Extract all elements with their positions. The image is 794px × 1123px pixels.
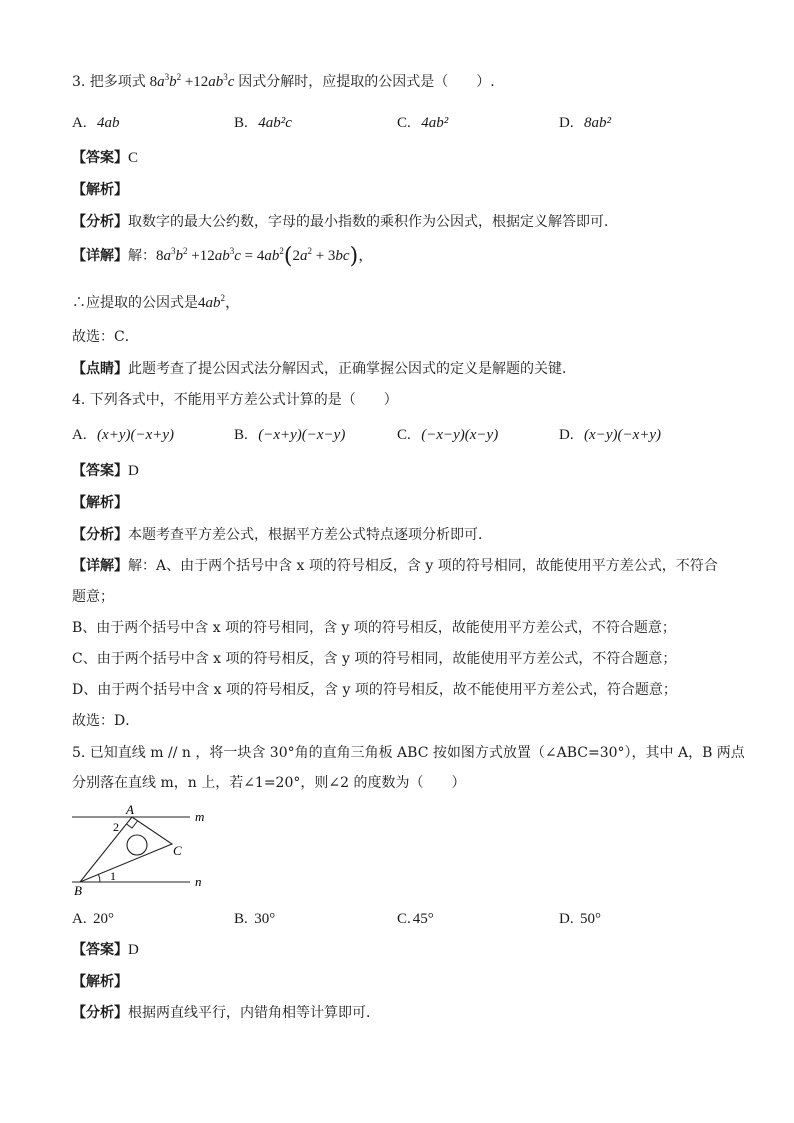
q4-fenxi: 【分析】本题考查平方差公式，根据平方差公式特点逐项分析即可． — [72, 527, 492, 543]
q3-detail: 【详解】解：$8a^3b^2 +12ab^3c = 4ab^2(2a^2 + 3bc)$， — [72, 244, 374, 269]
q4-option-a: A. (x+y)(−x+y) — [72, 427, 175, 443]
q4-answer: 【答案】D — [72, 463, 139, 479]
label-a: A — [126, 802, 134, 817]
q3-option-c: C. 4ab² — [397, 115, 449, 131]
q4-option-b: B. (−x+y)(−x−y) — [234, 427, 346, 443]
q3-stem-prefix: 3. 把多项式 — [72, 74, 146, 90]
q3-option-d: D. 8ab² — [559, 115, 612, 131]
q3-polynomial: $8a^3b^2 +12ab^3c$ — [145, 72, 235, 90]
q4-select: 故选：D． — [72, 713, 140, 729]
q3-answer: 【答案】C — [72, 150, 139, 166]
q4-option-c: C. (−x−y)(x−y) — [397, 427, 499, 443]
q3-option-b: B. 4ab²c — [234, 115, 292, 131]
angle-1-arc — [99, 875, 101, 883]
q5-analysis-heading: 【解析】 — [72, 974, 128, 990]
q3-detail-equation: $8a^3b^2 +12ab^3c = 4ab^2(2a^2 + 3bc)$， — [156, 244, 374, 269]
q5-option-d: D. 50° — [559, 911, 602, 927]
q3-analysis-heading: 【解析】 — [72, 182, 128, 198]
triangle-abc — [80, 817, 172, 882]
q5-option-a: A. 20° — [72, 911, 115, 927]
q4-analysis-heading: 【解析】 — [72, 495, 128, 511]
q3-dianjing: 【点睛】此题考查了提公因式法分解因式，正确掌握公因式的定义是解题的关键． — [72, 361, 576, 377]
q5-stem-line1: 5. 已知直线 m // n ，将一块含 30°角的直角三角板 ABC 按如图方式放置（∠ABC=30°），其中 A，B 两点 — [72, 745, 745, 761]
label-angle-2: 2 — [113, 820, 119, 834]
q3-stem — [72, 72, 734, 92]
q3-select: 故选：C． — [72, 329, 139, 345]
q3-option-a: A. 4ab — [72, 115, 120, 131]
label-b: B — [74, 883, 82, 898]
q5-stem-line2: 分别落在直线 m，n 上，若∠1=20°，则∠2 的度数为（ ） — [72, 775, 466, 791]
q5-figure — [68, 800, 228, 898]
triangle-hole — [127, 835, 147, 855]
q5-fenxi: 【分析】根据两直线平行，内错角相等计算即可． — [72, 1005, 380, 1021]
q5-option-b: B. 30° — [234, 911, 276, 927]
label-n: n — [195, 874, 202, 889]
q5-option-c: C. 45° — [397, 911, 434, 927]
q4-detail-a-cont: 题意； — [72, 589, 114, 605]
q5-answer: 【答案】D — [72, 942, 139, 958]
q3-fenxi: 【分析】取数字的最大公约数，字母的最小指数的乘积作为公因式，根据定义解答即可． — [72, 214, 618, 230]
label-m: m — [195, 809, 205, 824]
q4-detail-a: 【详解】解：A、由于两个括号中含 x 项的符号相反，含 y 项的符号相同，故能使用平方差公式，不符合 — [72, 558, 718, 574]
q4-detail-c: C、由于两个括号中含 x 项的符号相反，含 y 项的符号相同，故能使用平方差公式，不符合题意； — [72, 651, 677, 667]
q4-detail-b: B、由于两个括号中含 x 项的符号相同，含 y 项的符号相反，故能使用平方差公式，不符合题意； — [72, 620, 676, 636]
q4-stem: 4. 下列各式中，不能用平方差公式计算的是（ ） — [72, 392, 398, 408]
q3-therefore: ∴应提取的公因式是$4ab^2$， — [72, 293, 241, 311]
q3-stem-suffix: 因式分解时，应提取的公因式是（ ）. — [238, 74, 495, 90]
q4-option-d: D. (x−y)(−x+y) — [559, 427, 662, 443]
q4-detail-d: D、由于两个括号中含 x 项的符号相反，含 y 项的符号相反，故不能使用平方差公式，符合题意； — [72, 682, 677, 698]
label-angle-1: 1 — [110, 869, 116, 883]
label-c: C — [173, 843, 182, 858]
